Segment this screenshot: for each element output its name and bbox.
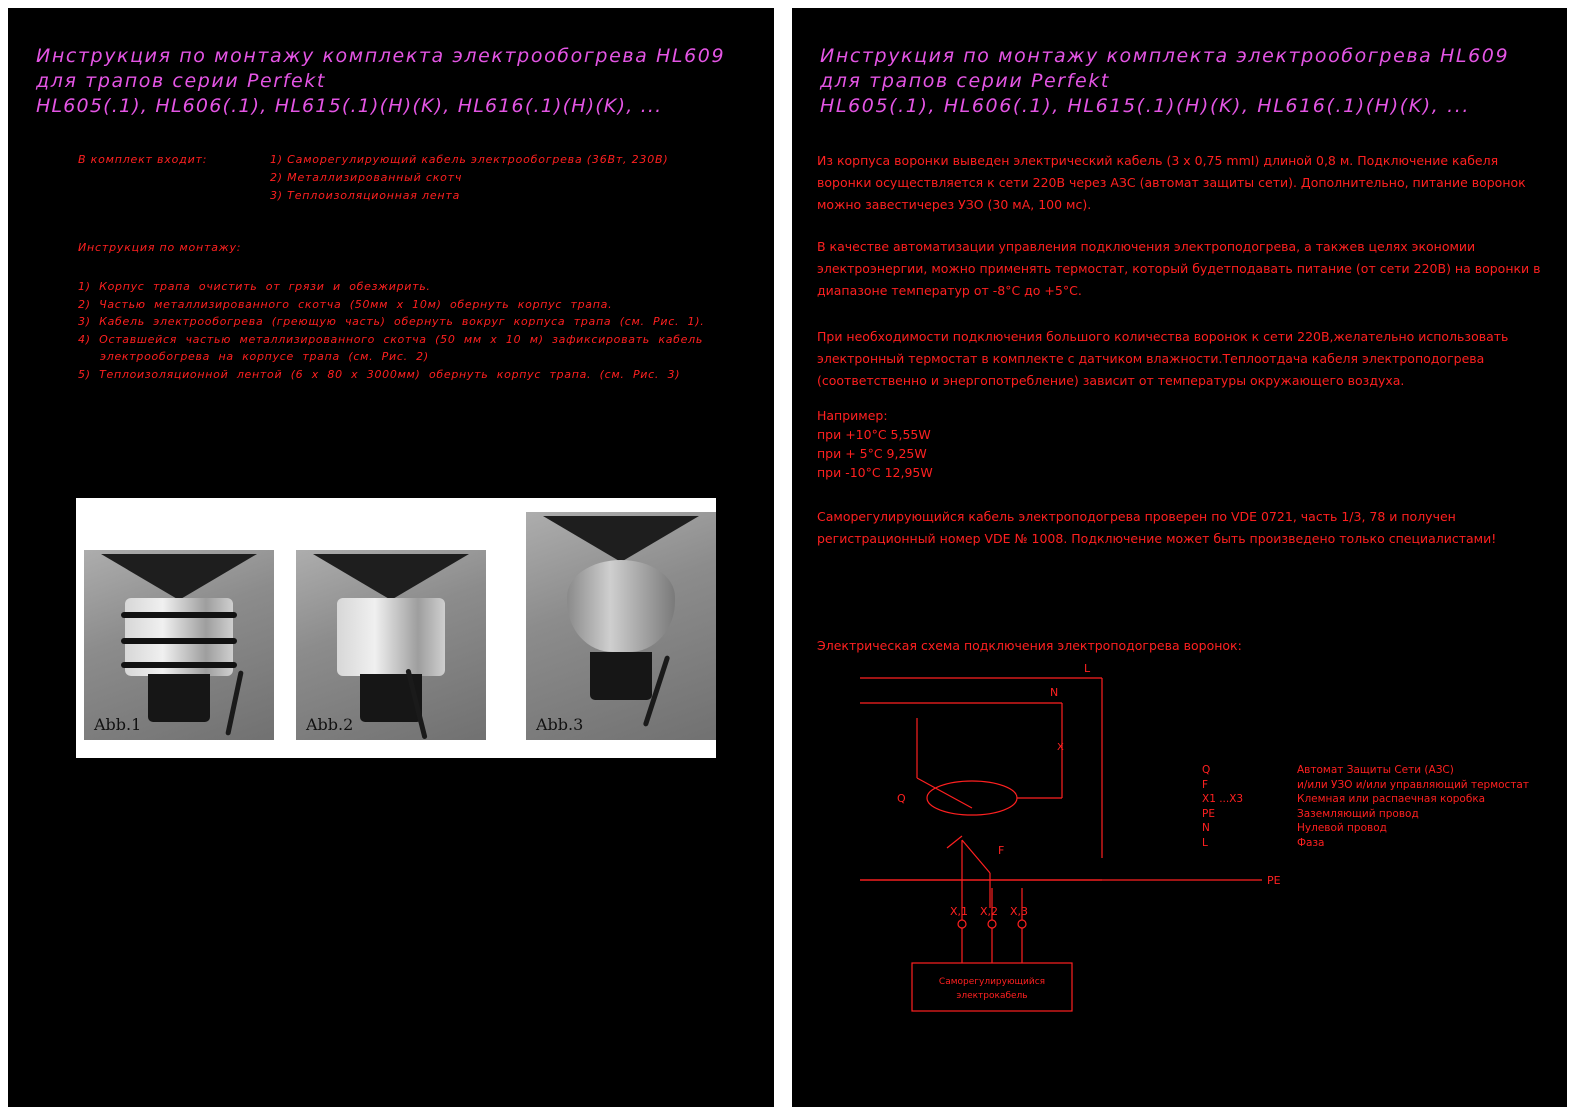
label-F: F: [998, 844, 1005, 857]
photo-strip: [76, 498, 716, 758]
legend-row: [1202, 792, 1529, 807]
legend-row: [1202, 763, 1529, 778]
label-N: N: [1050, 686, 1059, 699]
funnel-neck: [590, 652, 652, 700]
kit-block: [78, 151, 668, 205]
diagram-legend: [1202, 763, 1529, 850]
howto-step: 1) Корпус трапа очистить от грязи и обезжирить.: [78, 280, 431, 293]
right-title: [820, 44, 1509, 119]
right-title-line-3: HL605(.1), HL606(.1), HL615(.1)(H)(K), HL616(.1)(H)(K), ...: [820, 95, 1470, 117]
cable-wrap-band: [121, 662, 237, 668]
kit-item: 2) Металлизированный скотч: [270, 171, 463, 184]
left-title-line-1: Инструкция по монтажу комплекта электрообогрева HL609: [36, 45, 726, 67]
legend-key: F: [1202, 778, 1209, 791]
funnel-flange: [101, 554, 257, 600]
example-row: при +10°С 5,55W: [817, 427, 931, 442]
legend-row: [1202, 821, 1529, 836]
label-X1: X,1: [950, 905, 969, 918]
funnel-body-insulated: [567, 560, 675, 652]
label-X-contact: X: [1057, 742, 1064, 753]
scheme-caption: Электрическая схема подключения электроподогрева воронок:: [817, 638, 1242, 653]
left-title-line-3: HL605(.1), HL606(.1), HL615(.1)(H)(K), HL616(.1)(H)(K), ...: [36, 95, 663, 117]
right-title-line-1: Инструкция по монтажу комплекта электрообогрева HL609: [820, 45, 1510, 67]
legend-text: Автомат Защиты Сети (АЗС): [1297, 764, 1454, 776]
legend-row: [1202, 836, 1529, 851]
left-title-line-2: для трапов серии Perfekt: [36, 70, 326, 92]
label-L: L: [1084, 662, 1091, 675]
right-sheet: [790, 6, 1569, 1109]
howto-steps: [78, 278, 738, 383]
example-heading: Например:: [817, 408, 888, 423]
left-sheet: [6, 6, 776, 1109]
funnel-flange: [543, 516, 699, 562]
wiring-diagram: [812, 658, 1552, 1028]
paragraph-humidity-sensor: При необходимости подключения большого количества воронок к сети 220В,желательно использовать электронный термостат в комплекте с датчиком влажности.Теплоотдача кабеля электроподогрева (соответственно и энергопотребление) зависит от температуры окружающего воздуха.: [817, 329, 1509, 388]
legend-text: Нулевой провод: [1297, 822, 1387, 834]
howto-step-continued: электрообогрева на корпусе трапа (см. Рис. 2): [100, 350, 429, 363]
funnel-body-foil: [337, 598, 445, 676]
label-X2: X,2: [980, 905, 999, 918]
example-block: [817, 406, 933, 482]
legend-text: Заземляющий провод: [1297, 807, 1419, 820]
kit-item: 1) Саморегулирующий кабель электрообогрева (36Вт, 230В): [270, 153, 669, 166]
paragraph-thermostat: В качестве автоматизации управления подключения электроподогрева, а такжев целях экономии электроэнергии, можно применять термостат, который будетподавать питание (от сети 220В) на воронки в диапазоне температур от -8°С до +5°С.: [817, 239, 1541, 298]
right-title-line-2: для трапов серии Perfekt: [820, 70, 1110, 92]
photo-abb-2: [296, 550, 486, 740]
example-row: при -10°С 12,95W: [817, 465, 933, 480]
photo-caption: Abb.1: [94, 715, 142, 734]
legend-text: Фаза: [1297, 836, 1325, 849]
legend-key: PE: [1202, 807, 1215, 820]
howto-step: 3) Кабель электрообогрева (греющую часть) обернуть вокруг корпуса трапа (см. Рис. 1).: [78, 315, 705, 328]
funnel-neck: [148, 674, 210, 722]
cable-wrap-band: [121, 638, 237, 644]
label-X3: X,3: [1010, 905, 1029, 918]
howto-step: 5) Теплоизоляционной лентой (6 х 80 х 3000мм) обернуть корпус трапа. (см. Рис. 3): [78, 367, 681, 381]
cable-wrap-band: [121, 612, 237, 618]
cable-box-line-2: электрокабель: [956, 991, 1028, 1001]
photo-abb-3: [526, 512, 716, 740]
legend-row: [1202, 807, 1529, 822]
legend-text: и/или УЗО и/или управляющий термостат: [1297, 778, 1529, 791]
photo-caption: Abb.2: [306, 715, 354, 734]
photo-abb-1: [84, 550, 274, 740]
example-row: при + 5°С 9,25W: [817, 446, 927, 461]
legend-row: [1202, 778, 1529, 793]
funnel-flange: [313, 554, 469, 600]
cable-box-line-1: Саморегулирующийся: [938, 977, 1046, 987]
legend-key: N: [1202, 822, 1210, 834]
paragraph-vde-certification: Саморегулирующийся кабель электроподогрева проверен по VDE 0721, часть 1/3, 78 и получен регистрационный номер VDE № 1008. Подключение может быть произведено только специалистами!: [817, 509, 1497, 546]
howto-heading: Инструкция по монтажу:: [78, 241, 242, 254]
howto-step: 4) Оставшейся частью металлизированного скотча (50 мм х 10 м) зафиксировать кабель: [78, 332, 704, 346]
legend-text: Клемная или распаечная коробка: [1297, 793, 1486, 805]
legend-key: L: [1202, 836, 1208, 849]
kit-items: [270, 151, 668, 205]
label-PE: PE: [1267, 874, 1281, 887]
kit-label: В комплект входит:: [78, 153, 208, 166]
howto-step: 2) Частью металлизированного скотча (50мм х 10м) обернуть корпус трапа.: [78, 297, 613, 311]
photo-caption: Abb.3: [536, 715, 584, 734]
paragraph-power-supply: Из корпуса воронки выведен электрический кабель (3 х 0,75 mmI) длиной 0,8 м. Подключение кабеля воронки осуществляется к сети 220В через АЗС (автомат защиты сети). Дополнительно, питание воронок можно завестичерез УЗО (30 мА, 100 мс).: [817, 153, 1526, 212]
legend-key: Q: [1202, 764, 1211, 776]
legend-key: X1 ...X3: [1202, 793, 1244, 805]
kit-item: 3) Теплоизоляционная лента: [270, 189, 461, 202]
left-title: [36, 44, 725, 119]
label-Q: Q: [897, 792, 906, 805]
